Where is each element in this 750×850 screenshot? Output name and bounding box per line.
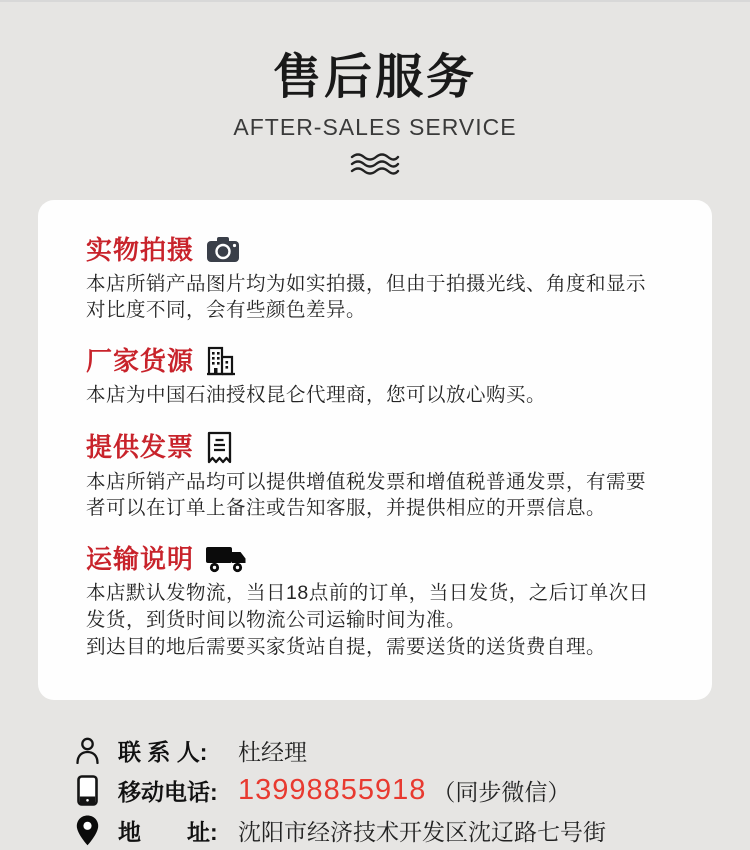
truck-icon <box>206 545 246 573</box>
wechat-note: （同步微信） <box>432 778 571 805</box>
section-real-photos <box>86 234 664 324</box>
receipt-icon <box>206 431 233 464</box>
section-title: 实物拍摄 <box>86 234 195 265</box>
camera-icon <box>206 236 240 264</box>
section-heading <box>86 345 664 377</box>
contact-address: 沈阳市经济技术开发区沈辽路七号街 <box>238 818 606 845</box>
section-invoice <box>86 431 664 522</box>
person-icon <box>70 737 104 764</box>
contact-label: 地 址: <box>118 818 218 845</box>
location-pin-icon <box>70 815 104 846</box>
contact-label: 联 系 人: <box>118 738 208 765</box>
contact-info <box>70 730 750 850</box>
section-body: 本店默认发物流，当日18点前的订单，当日发货，之后订单次日发货，到货时间以物流公司运输时间为准。 <box>86 582 649 631</box>
page-subtitle: AFTER-SALES SERVICE <box>233 113 517 140</box>
buildings-icon <box>206 346 236 376</box>
section-heading <box>86 234 664 266</box>
contact-row-person <box>70 730 750 770</box>
contact-row-address <box>70 810 750 850</box>
section-heading <box>86 543 664 575</box>
page-header <box>0 2 750 175</box>
waves-icon <box>0 153 750 175</box>
section-body: 到达目的地后需要买家货站自提，需要送货的送货费自理。 <box>86 635 607 658</box>
section-title: 厂家货源 <box>86 346 195 377</box>
section-title: 提供发票 <box>86 432 195 463</box>
section-body: 本店所销产品图片均为如实拍摄，但由于拍摄光线、角度和显示对比度不同，会有些颜色差异。 <box>86 272 647 322</box>
section-body: 本店所销产品均可以提供增值税发票和增值税普通发票，有需要者可以在订单上备注或告知客服，并提供相应的开票信息。 <box>86 470 647 520</box>
section-body: 本店为中国石油授权昆仑代理商，您可以放心购买。 <box>86 384 547 407</box>
contact-row-phone <box>70 770 750 810</box>
contact-label: 移动电话: <box>118 778 218 805</box>
service-card <box>38 200 712 701</box>
section-factory-source <box>86 345 664 408</box>
section-heading <box>86 431 664 464</box>
smartphone-icon <box>70 775 104 806</box>
page-title: 售后服务 <box>272 51 477 104</box>
section-shipping <box>86 543 664 660</box>
phone-number: 13998855918 <box>238 773 427 806</box>
contact-person-name: 杜经理 <box>238 738 307 765</box>
section-title: 运输说明 <box>86 544 195 575</box>
